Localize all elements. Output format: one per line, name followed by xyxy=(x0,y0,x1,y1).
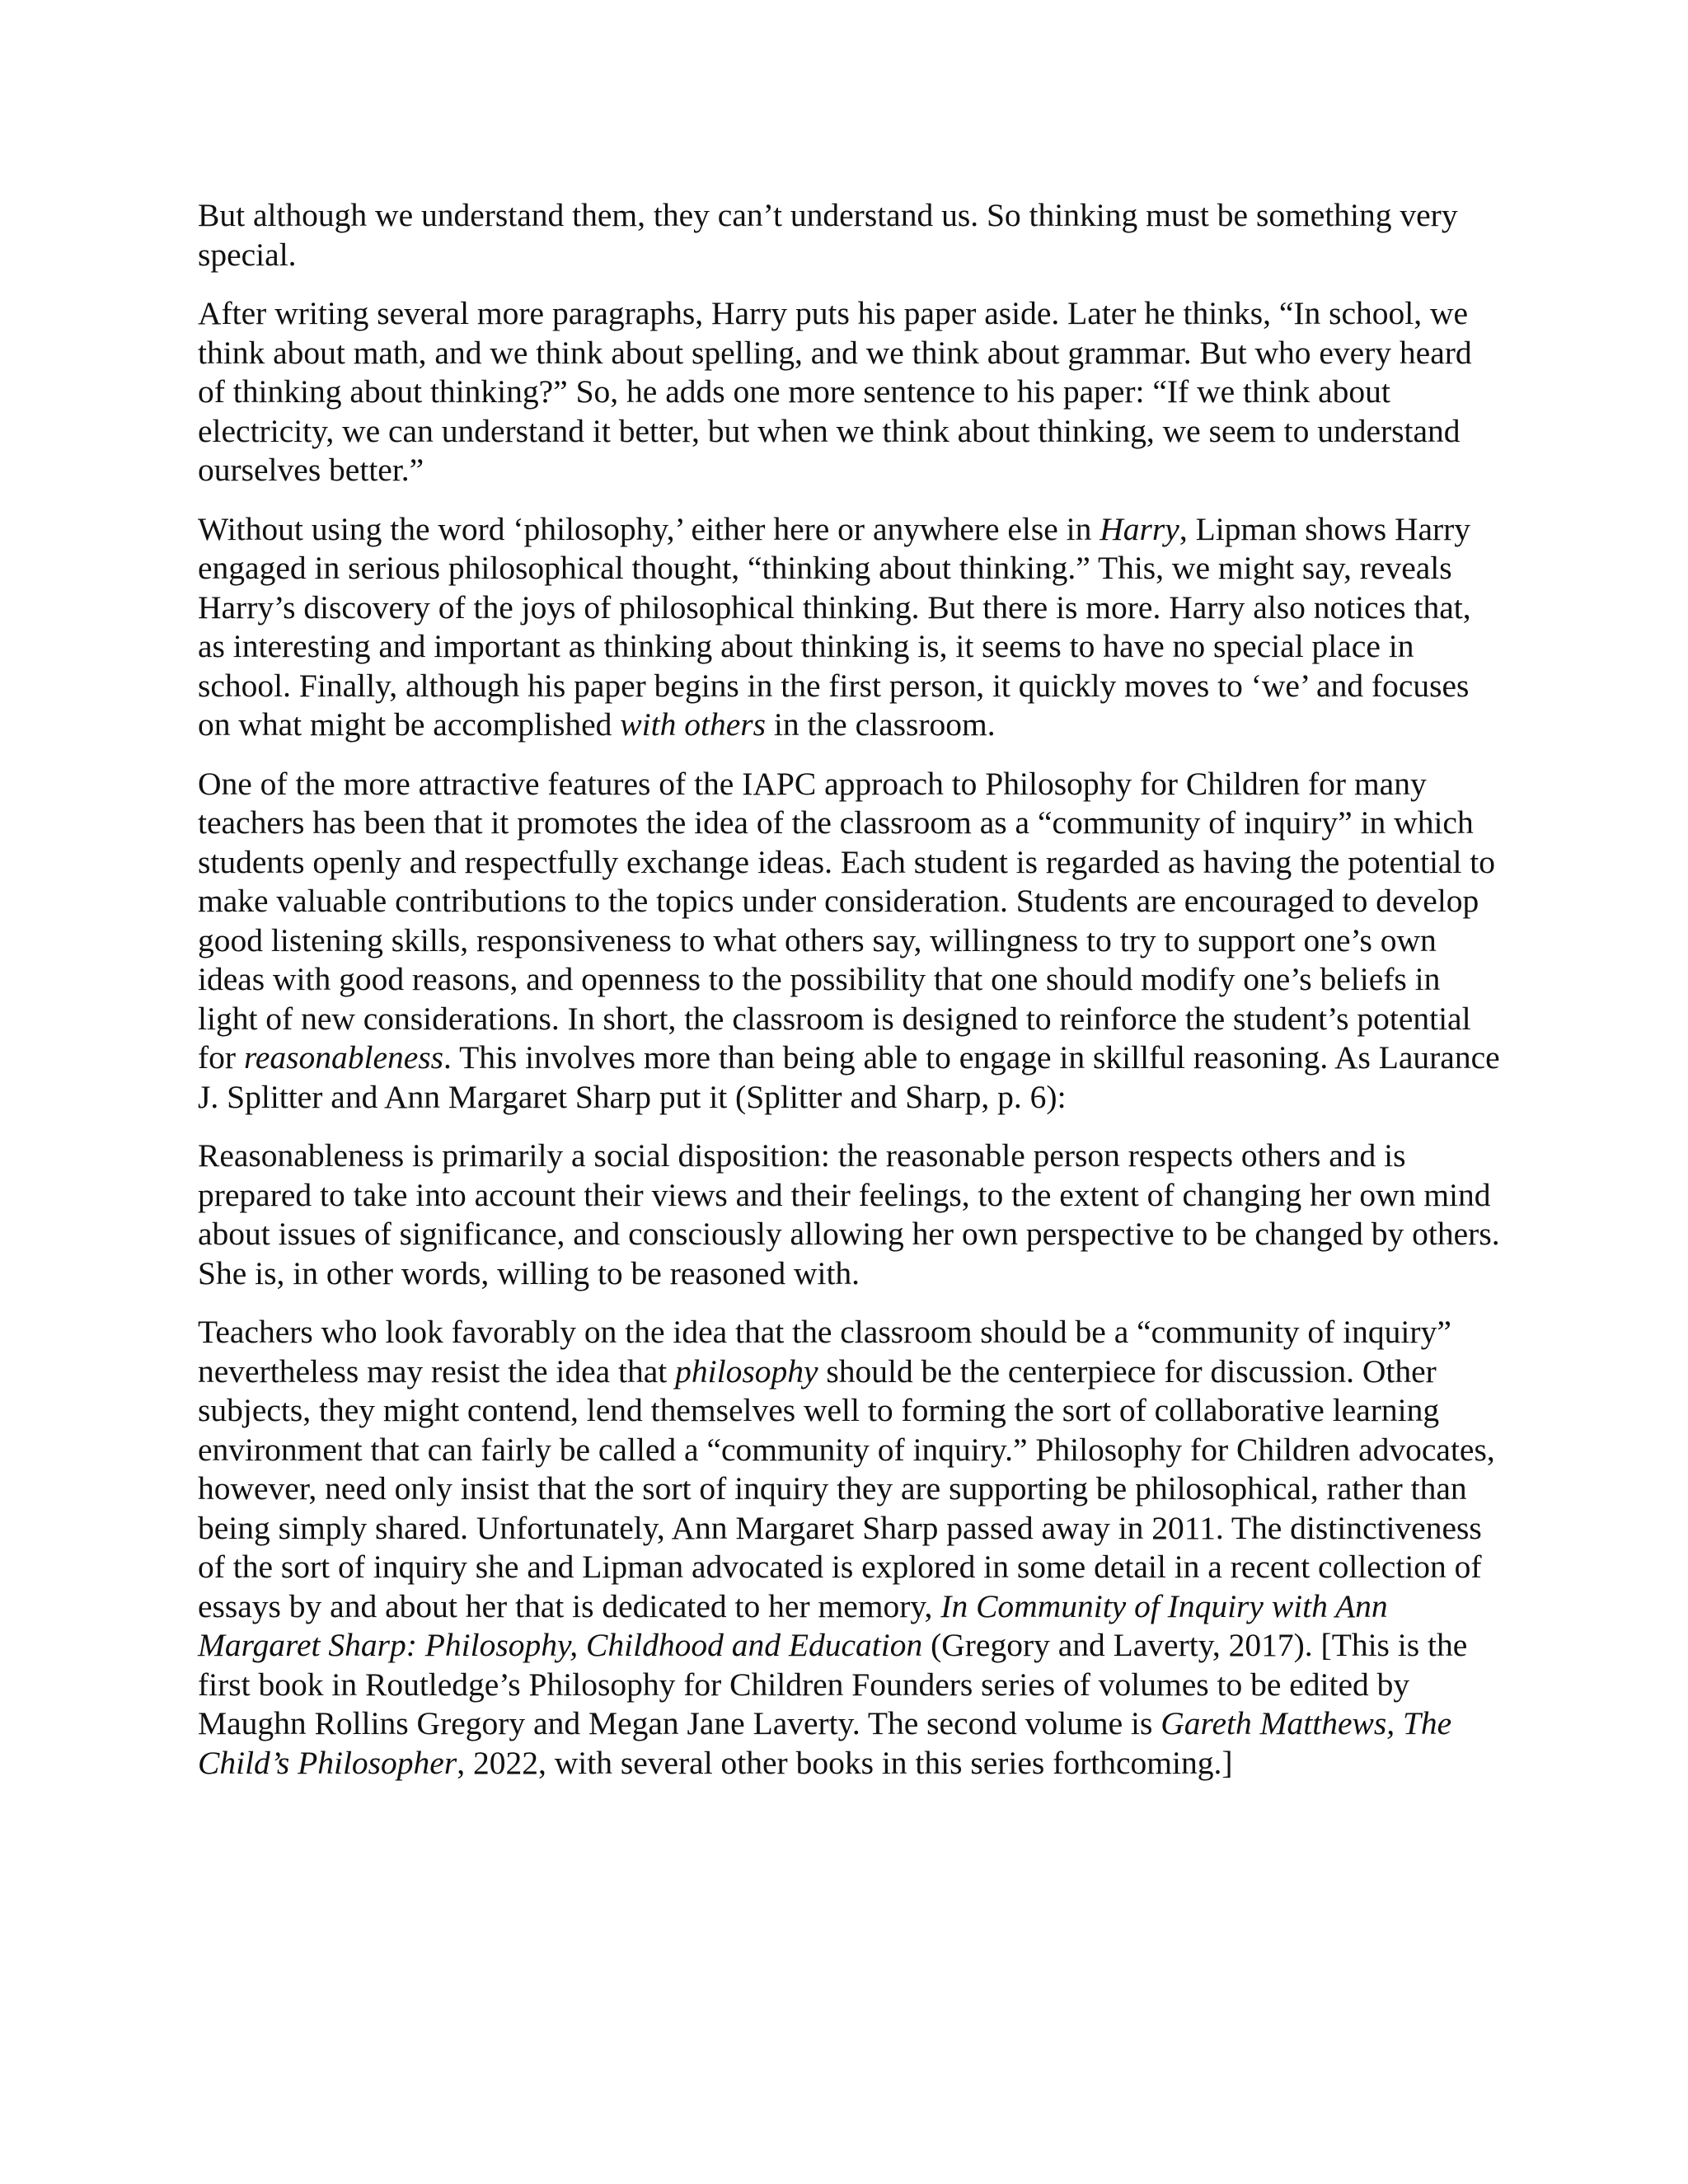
italic-book-title: In Community of Inquiry with Ann Margaret Sharp: Philosophy, Childhood and Education xyxy=(198,1587,1388,1663)
paragraph-6 xyxy=(198,1313,1500,1783)
text-run: (Gregory and Laverty, 2017). [This is the first book in Routledge’s Philosophy for Children Founders series of volumes to be edited by Maughn Rollins Gregory and Megan Jane Laverty. The second volume is xyxy=(198,1627,1468,1741)
italic-book-title: Gareth Matthews, The Child’s Philosopher xyxy=(198,1705,1452,1781)
paragraph-2 xyxy=(198,294,1500,490)
italic-emphasis: reasonableness xyxy=(243,1039,444,1076)
paragraph-5-quotation xyxy=(198,1137,1500,1293)
text-run: should be the centerpiece for discussion. Other subjects, they might contend, lend themselves well to forming the sort of collaborative learning environment that can fairly be called a “community of inquiry.” Philosophy for Children advocates, however, need only insist that the sort of inquiry they are supporting be philosophical, rather than being simply shared. Unfortunately, Ann Margaret Sharp passed away in 2011. The distinctiveness of the sort of inquiry she and Lipman advocated is explored in some detail in a recent collection of essays by and about her that is dedicated to her memory, xyxy=(198,1352,1495,1624)
italic-emphasis: with others xyxy=(620,706,766,743)
text-run: in the classroom. xyxy=(765,706,996,743)
text-run: . This involves more than being able to engage in skillful reasoning. As Laurance J. Splitter and Ann Margaret Sharp put it (Splitter and Sharp, p. 6): xyxy=(198,1039,1500,1115)
text-run: , Lipman shows Harry engaged in serious philosophical thought, “thinking about thinking.” This, we might say, reveals Harry’s discovery of the joys of philosophical thinking. But there is more. Harry also notices that, as interesting and important as thinking about thinking is, it seems to have no special place in school. Finally, although his paper begins in the first person, it quickly moves to ‘we’ and focuses on what might be accomplished xyxy=(198,510,1471,743)
italic-emphasis: philosophy xyxy=(675,1352,818,1390)
text-run: Teachers who look favorably on the idea that the classroom should be a “community of inquiry” nevertheless may resist the idea that xyxy=(198,1314,1451,1390)
italic-book-title: Harry xyxy=(1100,510,1179,547)
text-run: After writing several more paragraphs, Harry puts his paper aside. Later he thinks, “In school, we think about math, and we think about spelling, and we think about grammar. But who every heard of thinking about thinking?” So, he adds one more sentence to his paper: “If we think about electricity, we can understand it better, but when we think about thinking, we seem to understand ourselves better.” xyxy=(198,295,1472,488)
document-page xyxy=(198,196,1500,1802)
text-run: , 2022, with several other books in this series forthcoming.] xyxy=(457,1744,1233,1781)
paragraph-4 xyxy=(198,765,1500,1118)
paragraph-1 xyxy=(198,196,1500,274)
paragraph-3 xyxy=(198,510,1500,745)
text-run: Reasonableness is primarily a social disposition: the reasonable person respects others and is prepared to take into account their views and their feelings, to the extent of changing her own mind about issues of significance, and consciously allowing her own perspective to be changed by others. She is, in other words, willing to be reasoned with. xyxy=(198,1137,1500,1291)
text-run: But although we understand them, they can’t understand us. So thinking must be something very special. xyxy=(198,197,1458,273)
text-run: One of the more attractive features of the IAPC approach to Philosophy for Children for many teachers has been that it promotes the idea of the classroom as a “community of inquiry” in which students openly and respectfully exchange ideas. Each student is regarded as having the potential to make valuable contributions to the topics under consideration. Students are encouraged to develop good listening skills, responsiveness to what others say, willingness to try to support one’s own ideas with good reasons, and openness to the possibility that one should modify one’s beliefs in light of new considerations. In short, the classroom is designed to reinforce the student’s potential for xyxy=(198,765,1496,1076)
text-run: Without using the word ‘philosophy,’ either here or anywhere else in xyxy=(198,510,1100,547)
